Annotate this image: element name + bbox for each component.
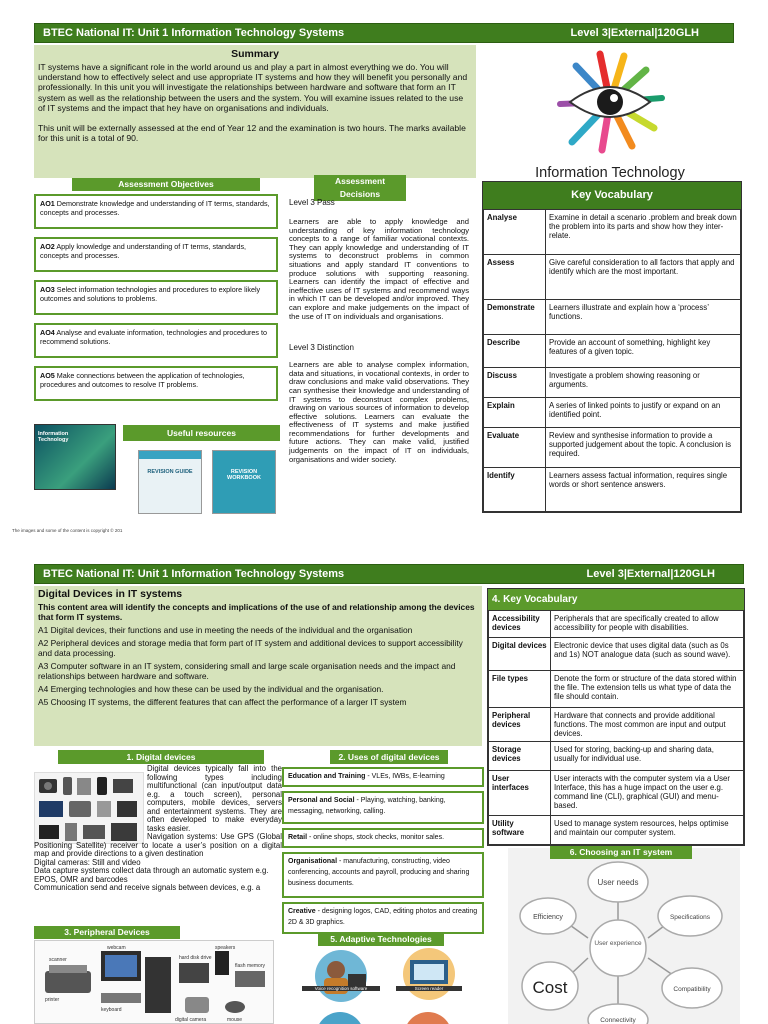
resource-book-3: REVISION WORKBOOK xyxy=(212,450,276,514)
table-row: Utility software Used to manage system resources, helps optimise and maintain our computer system. xyxy=(489,816,744,845)
screen-reader-icon xyxy=(388,944,470,1002)
svg-text:scanner: scanner xyxy=(49,957,67,963)
key-vocab-2-table xyxy=(488,610,744,845)
reader-caption: Screen reader xyxy=(396,986,462,991)
assessment-decisions xyxy=(289,198,469,464)
summary-para2: This unit will be externally assessed at the end of Year 12 and the examination is two hours. The marks available for this unit is a total of 90. xyxy=(38,123,466,144)
ao3-box: AO3 Select information technologies and procedures to explore likely outcomes and solutions to problems. xyxy=(34,280,278,315)
adaptive-tab: 5. Adaptive Technologies xyxy=(318,933,444,946)
ao1-box: AO1 Demonstrate knowledge and understanding of IT terms, standards, concepts and processes. xyxy=(34,194,278,229)
key-vocab-1-heading: Key Vocabulary xyxy=(483,182,741,209)
summary-para1: IT systems have a significant role in the world around us and play a part in almost everything we do. You will understand how to effectively select and use appropriate IT systems and how they will benefit you personally and professionally. In this unit you will investigate the relationships between hardware and software that form an IT system as well as the relationship between the users and the system. You will examine issues related to the use of IT systems and the impact that hey have on organisations and individuals. xyxy=(38,62,468,113)
peripheral-devices-tab: 3. Peripheral Devices xyxy=(34,926,180,939)
page1-header-level: Level 3|External|120GLH xyxy=(570,27,699,39)
table-row: Storage devices Used for storing, backing-up and sharing data, usually for individual use. xyxy=(489,742,744,771)
useful-resources-tab: Useful resources xyxy=(123,425,280,441)
svg-text:flash memory: flash memory xyxy=(235,963,266,969)
ao2-box: AO2 Apply knowledge and understanding of IT terms, standards, concepts and processes. xyxy=(34,237,278,272)
assessment-objectives-tab: Assessment Objectives xyxy=(72,178,260,191)
assessment-decisions-tab: Assessment Decisions xyxy=(314,175,406,201)
page1-header xyxy=(34,23,734,43)
use-education: Education and Training - VLEs, IWBs, E-learning xyxy=(282,767,484,787)
resource-book-2: REVISION GUIDE xyxy=(138,450,202,514)
peripherals-diagram-icon xyxy=(35,941,274,1024)
svg-text:User experience: User experience xyxy=(594,940,642,947)
svg-text:Cost: Cost xyxy=(532,978,568,997)
table-row: Digital devices Electronic device that uses digital data (such as 0s and 1s) NOT analogue data (such as sound wave). xyxy=(489,638,744,671)
key-vocab-1-table xyxy=(483,209,741,512)
svg-text:Compatibility: Compatibility xyxy=(673,986,711,993)
digital-devices-tab: 1. Digital devices xyxy=(58,750,264,764)
uses-list xyxy=(282,767,484,934)
distinction-heading: Level 3 Distinction xyxy=(289,343,354,353)
page2-header-title: BTEC National IT: Unit 1 Information Technology Systems xyxy=(43,568,345,580)
voice-caption: Voice recognition software xyxy=(302,986,380,991)
table-row: Demonstrate Learners illustrate and explain how a ‘process’ functions. xyxy=(484,300,741,335)
ao-list xyxy=(34,194,278,401)
use-creative: Creative - designing logos, CAD, editing photos and creating 2D & 3D graphics. xyxy=(282,902,484,934)
devices-p5: Communication send and receive signals between devices, e.g. a xyxy=(34,883,261,892)
summary-heading: Summary xyxy=(231,48,279,60)
svg-text:mouse: mouse xyxy=(227,1017,243,1023)
table-row: Accessibility devices Peripherals that are specifically created to allow accessibility for people with disabilities. xyxy=(489,611,744,638)
key-vocab-1 xyxy=(482,181,742,513)
distinction-text: Learners are able to analyse complex information, data and situations, in vocational contexts, in order to draw conclusions and make valid observations. They can synthesise their knowledge and understanding of IT systems to deconstruct complex problems, drawing on various sources of information to develop effective solutions. Learners can evaluate the effectiveness of IT systems and make justified recommendations for further developments and future actions. They can make valid, justified judgements on the impact of IT on individuals, organisations and wider society. xyxy=(289,360,469,464)
svg-text:Efficiency: Efficiency xyxy=(533,914,563,921)
table-row: Explain A series of linked points to justify or expand on an identified point. xyxy=(484,398,741,428)
use-personal: Personal and Social - Playing, watching, banking, messaging, networking, calling. xyxy=(282,791,484,824)
choosing-system-diagram-icon xyxy=(508,848,740,1024)
choosing-tab: 6. Choosing an IT system xyxy=(550,846,692,859)
devices-p1: Digital devices typically fall into the following types including multifunctional (can input/output data e.g. a touch screen), personal computers, mobile devices, servers and entertainment systems. They are often developed to make everyday tasks easier. xyxy=(147,764,282,833)
svg-text:speakers: speakers xyxy=(215,945,236,951)
choosing-panel xyxy=(508,848,740,1024)
table-row: Analyse Examine in detail a scenario .problem and break down the problem into its parts and show how they inter-relate. xyxy=(484,210,741,255)
svg-text:webcam: webcam xyxy=(107,945,126,951)
adaptive-image-reader xyxy=(388,944,470,1002)
peripheral-devices-image xyxy=(34,940,274,1024)
use-retail: Retail - online shops, stock checks, monitor sales. xyxy=(282,828,484,848)
svg-text:Connectivity: Connectivity xyxy=(600,1017,636,1024)
uses-tab: 2. Uses of digital devices xyxy=(330,750,448,764)
table-row: Discuss Investigate a problem showing reasoning or arguments. xyxy=(484,368,741,398)
adaptive-more-icon xyxy=(300,1006,470,1024)
digital-devices-text xyxy=(34,765,282,893)
table-row: Identify Learners assess factual information, requires single words or short sentence answers. xyxy=(484,468,741,512)
content-a1: A1 Digital devices, their functions and use in meeting the needs of the individual and the organisation xyxy=(38,625,413,635)
ao5-box: AO5 Make connections between the application of technologies, procedures and outcomes to resolve IT problems. xyxy=(34,366,278,401)
digital-devices-heading: Digital Devices in IT systems xyxy=(38,588,183,600)
devices-p3: Digital cameras: Still and video xyxy=(34,857,141,867)
summary-panel xyxy=(34,45,476,178)
pass-text: Learners are able to apply knowledge and understanding of key information technology concepts to a range of familiar vocational contexts. They can apply knowledge and understanding of IT systems to deconstruct problems in common situations and apply standard IT conventions to produce solutions with supporting reasoning. Learners can identify the impact of effective and ineffective uses of IT systems and recommend ways in which IT can be developed and/or improved. They can explore and make judgements on the impact of the use of IT on individuals and organisations. xyxy=(289,217,469,321)
table-row: File types Denote the form or structure of the data stored within the file. The extension tells us what type of data the file should contain. xyxy=(489,671,744,708)
ao4-box: AO4 Analyse and evaluate information, technologies and procedures to recommend solutions. xyxy=(34,323,278,358)
svg-text:hard disk drive: hard disk drive xyxy=(179,955,212,961)
digital-devices-panel xyxy=(34,586,482,746)
digital-devices-intro: This content area will identify the concepts and implications of the use of and relationship among the devices that form IT systems. xyxy=(38,602,475,622)
table-row: Evaluate Review and synthesise information to provide a supported judgement about the topic. A conclusion is required. xyxy=(484,428,741,468)
svg-text:User needs: User needs xyxy=(597,878,639,887)
content-a2: A2 Peripheral devices and storage media that form part of IT system and additional devices to support accessibility and data processing. xyxy=(38,638,463,658)
svg-text:keyboard: keyboard xyxy=(101,1007,122,1013)
table-row: User interfaces User interacts with the computer system via a User Interface, this has a huge impact on the user e.g. command line (CLI), graphical (GUI) and menu-based. xyxy=(489,771,744,816)
svg-text:Specifications: Specifications xyxy=(669,914,711,921)
key-vocab-2-heading: 4. Key Vocabulary xyxy=(488,589,744,610)
it-logo xyxy=(530,50,690,181)
svg-text:printer: printer xyxy=(45,997,60,1003)
page2-header-level: Level 3|External|120GLH xyxy=(586,568,715,580)
table-row: Assess Give careful consideration to all factors that apply and identify which are the most important. xyxy=(484,255,741,300)
content-a5: A5 Choosing IT systems, the different features that can affect the performance of a larger IT system xyxy=(38,697,407,707)
devices-p4: Data capture systems collect data through an automatic system e.g. EPOS, OMR and barcodes xyxy=(34,866,269,884)
resource-book-1: Information Technology xyxy=(34,424,116,490)
copyright-note: The images and some of the content is copyright © 201 xyxy=(12,528,123,533)
pass-heading: Level 3 Pass xyxy=(289,198,335,207)
table-row: Describe Provide an account of something, highlight key features of a given topic. xyxy=(484,335,741,368)
devices-p2: Navigation systems: Use GPS (Global Positioning Satellite) receiver to locate a user’s position on a digital map and provide directions to a given destination xyxy=(34,832,282,858)
content-a3: A3 Computer software in an IT system, considering small and large scale organisation needs and the impact and relationships between hardware and software. xyxy=(38,661,456,681)
adaptive-image-voice xyxy=(300,944,382,1002)
logo-caption: Information Technology xyxy=(535,165,685,181)
page1-header-title: BTEC National IT: Unit 1 Information Technology Systems xyxy=(43,27,345,39)
eye-logo-icon xyxy=(530,50,690,158)
svg-text:digital camera: digital camera xyxy=(175,1017,207,1023)
key-vocab-2 xyxy=(487,588,745,846)
voice-recognition-icon xyxy=(300,944,382,1002)
use-organisational: Organisational - manufacturing, constructing, video conferencing, accounts and payroll, producing and sharing business documents. xyxy=(282,852,484,898)
content-a4: A4 Emerging technologies and how these can be used by the individual and the organisation. xyxy=(38,684,384,694)
table-row: Peripheral devices Hardware that connects and provide additional functions. The most common are input and output devices. xyxy=(489,708,744,742)
page2-header xyxy=(34,564,744,584)
adaptive-image-row2 xyxy=(300,1006,470,1024)
